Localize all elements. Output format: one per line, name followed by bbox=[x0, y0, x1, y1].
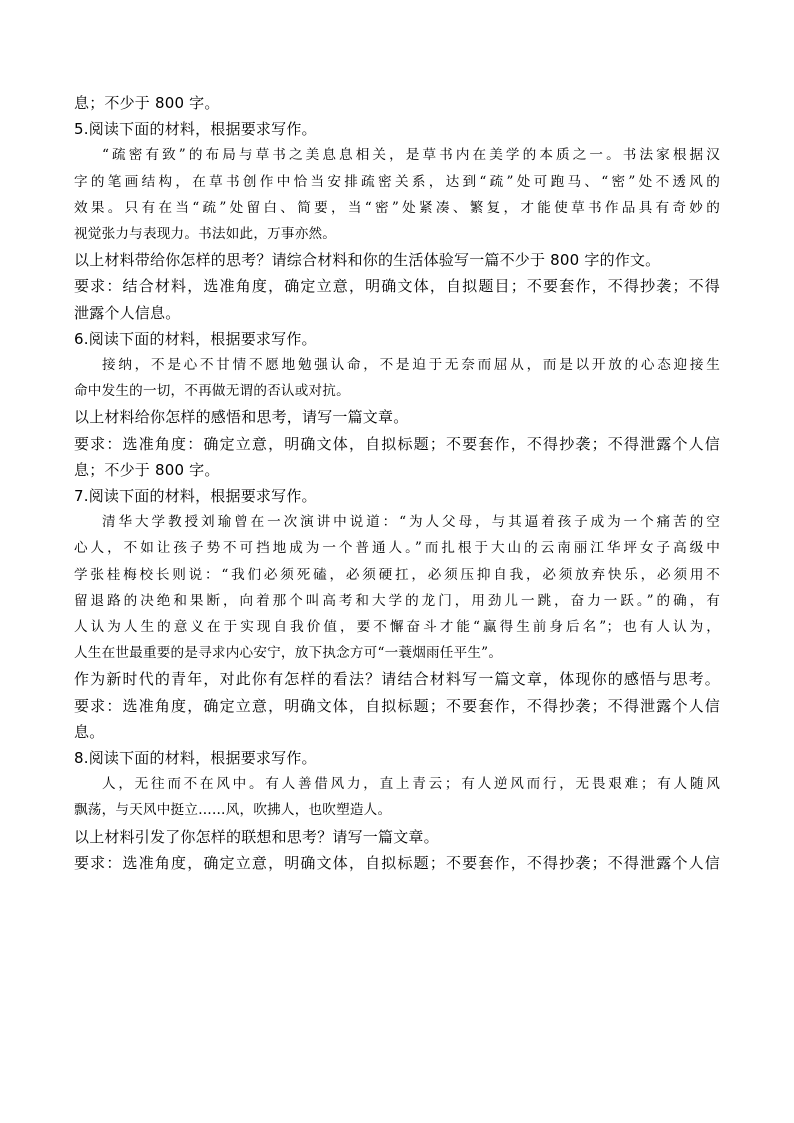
requirement-line: 作为新时代的青年，对此你有怎样的看法？请结合材料写一篇文章，体现你的感悟与思考。 bbox=[74, 670, 720, 689]
requirement-line: 要求：选准角度：确定立意，明确文体，自拟标题；不要套作，不得抄袭；不得泄露个人信 bbox=[74, 434, 720, 453]
requirement-line: 息；不少于 800 字。 bbox=[74, 94, 220, 112]
material-line: 人，无往而不在风中。有人善借风力，直上青云；有人逆风而行，无畏艰难；有人随风 bbox=[102, 776, 720, 793]
question-heading: 8.阅读下面的材料，根据要求写作。 bbox=[74, 749, 317, 768]
material-line: “疏密有致”的布局与草书之美息息相关，是草书内在美学的本质之一。书法家根据汉 bbox=[102, 147, 720, 164]
material-line: 学张桂梅校长则说：“我们必须死磕，必须硬扛，必须压抑自我，必须放弃快乐，必须用不 bbox=[74, 566, 720, 583]
document-body bbox=[74, 90, 720, 876]
requirement-line: 要求：选准角度，确定立意，明确文体，自拟标题；不要套作，不得抄袭；不得泄露个人信 bbox=[74, 853, 720, 872]
requirement-line: 要求：选准角度，确定立意，明确文体，自拟标题；不要套作，不得抄袭；不得泄露个人信 bbox=[74, 696, 720, 715]
material-line: 命中发生的一切，不再做无谓的否认或对抗。 bbox=[74, 383, 350, 400]
material-line: 字的笔画结构，在草书创作中恰当安排疏密关系，达到“疏”处可跑马、“密”处不透风的 bbox=[74, 173, 720, 190]
requirement-line: 息；不少于 800 字。 bbox=[74, 460, 220, 479]
requirement-line: 要求：结合材料，选准角度，确定立意，明确文体，自拟题目；不要套作，不得抄袭；不得 bbox=[74, 277, 720, 296]
question-heading: 5.阅读下面的材料，根据要求写作。 bbox=[74, 120, 317, 139]
requirement-line: 息。 bbox=[74, 722, 105, 741]
material-line: 飘荡，与天风中挺立……风，吹拂人，也吹塑造人。 bbox=[74, 802, 392, 819]
material-line: 视觉张力与表现力。书法如此，万事亦然。 bbox=[74, 226, 337, 243]
material-line: 留退路的决绝和果断，向着那个叫高考和大学的龙门，用劲儿一跳，奋力一跃。”的确，有 bbox=[74, 592, 720, 609]
material-line: 人认为人生的意义在于实现自我价值，要不懈奋斗才能“赢得生前身后名”；也有人认为， bbox=[74, 619, 720, 636]
requirement-line: 以上材料引发了你怎样的联想和思考？请写一篇文章。 bbox=[74, 827, 439, 846]
question-heading: 6.阅读下面的材料，根据要求写作。 bbox=[74, 329, 317, 348]
requirement-line: 以上材料给你怎样的感悟和思考，请写一篇文章。 bbox=[74, 408, 409, 427]
material-line: 接纳，不是心不甘情不愿地勉强认命，不是迫于无奈而屈从，而是以开放的心态迎接生 bbox=[102, 357, 720, 374]
requirement-line: 以上材料带给你怎样的思考？请综合材料和你的生活体验写一篇不少于 800 字的作文。 bbox=[74, 251, 661, 270]
material-line: 人生在世最重要的是寻求内心安宁，放下执念方可“一蓑烟雨任平生”。 bbox=[74, 645, 503, 662]
requirement-line: 泄露个人信息。 bbox=[74, 303, 181, 322]
question-heading: 7.阅读下面的材料，根据要求写作。 bbox=[74, 487, 317, 506]
material-line: 效果。只有在当“疏”处留白、简要，当“密”处紧凑、繁复，才能使草书作品具有奇妙的 bbox=[74, 199, 720, 216]
material-line: 清华大学教授刘瑜曾在一次演讲中说道：“为人父母，与其逼着孩子成为一个痛苦的空 bbox=[102, 514, 720, 531]
material-line: 心人，不如让孩子势不可挡地成为一个普通人。”而扎根于大山的云南丽江华坪女子高级中 bbox=[74, 540, 720, 557]
